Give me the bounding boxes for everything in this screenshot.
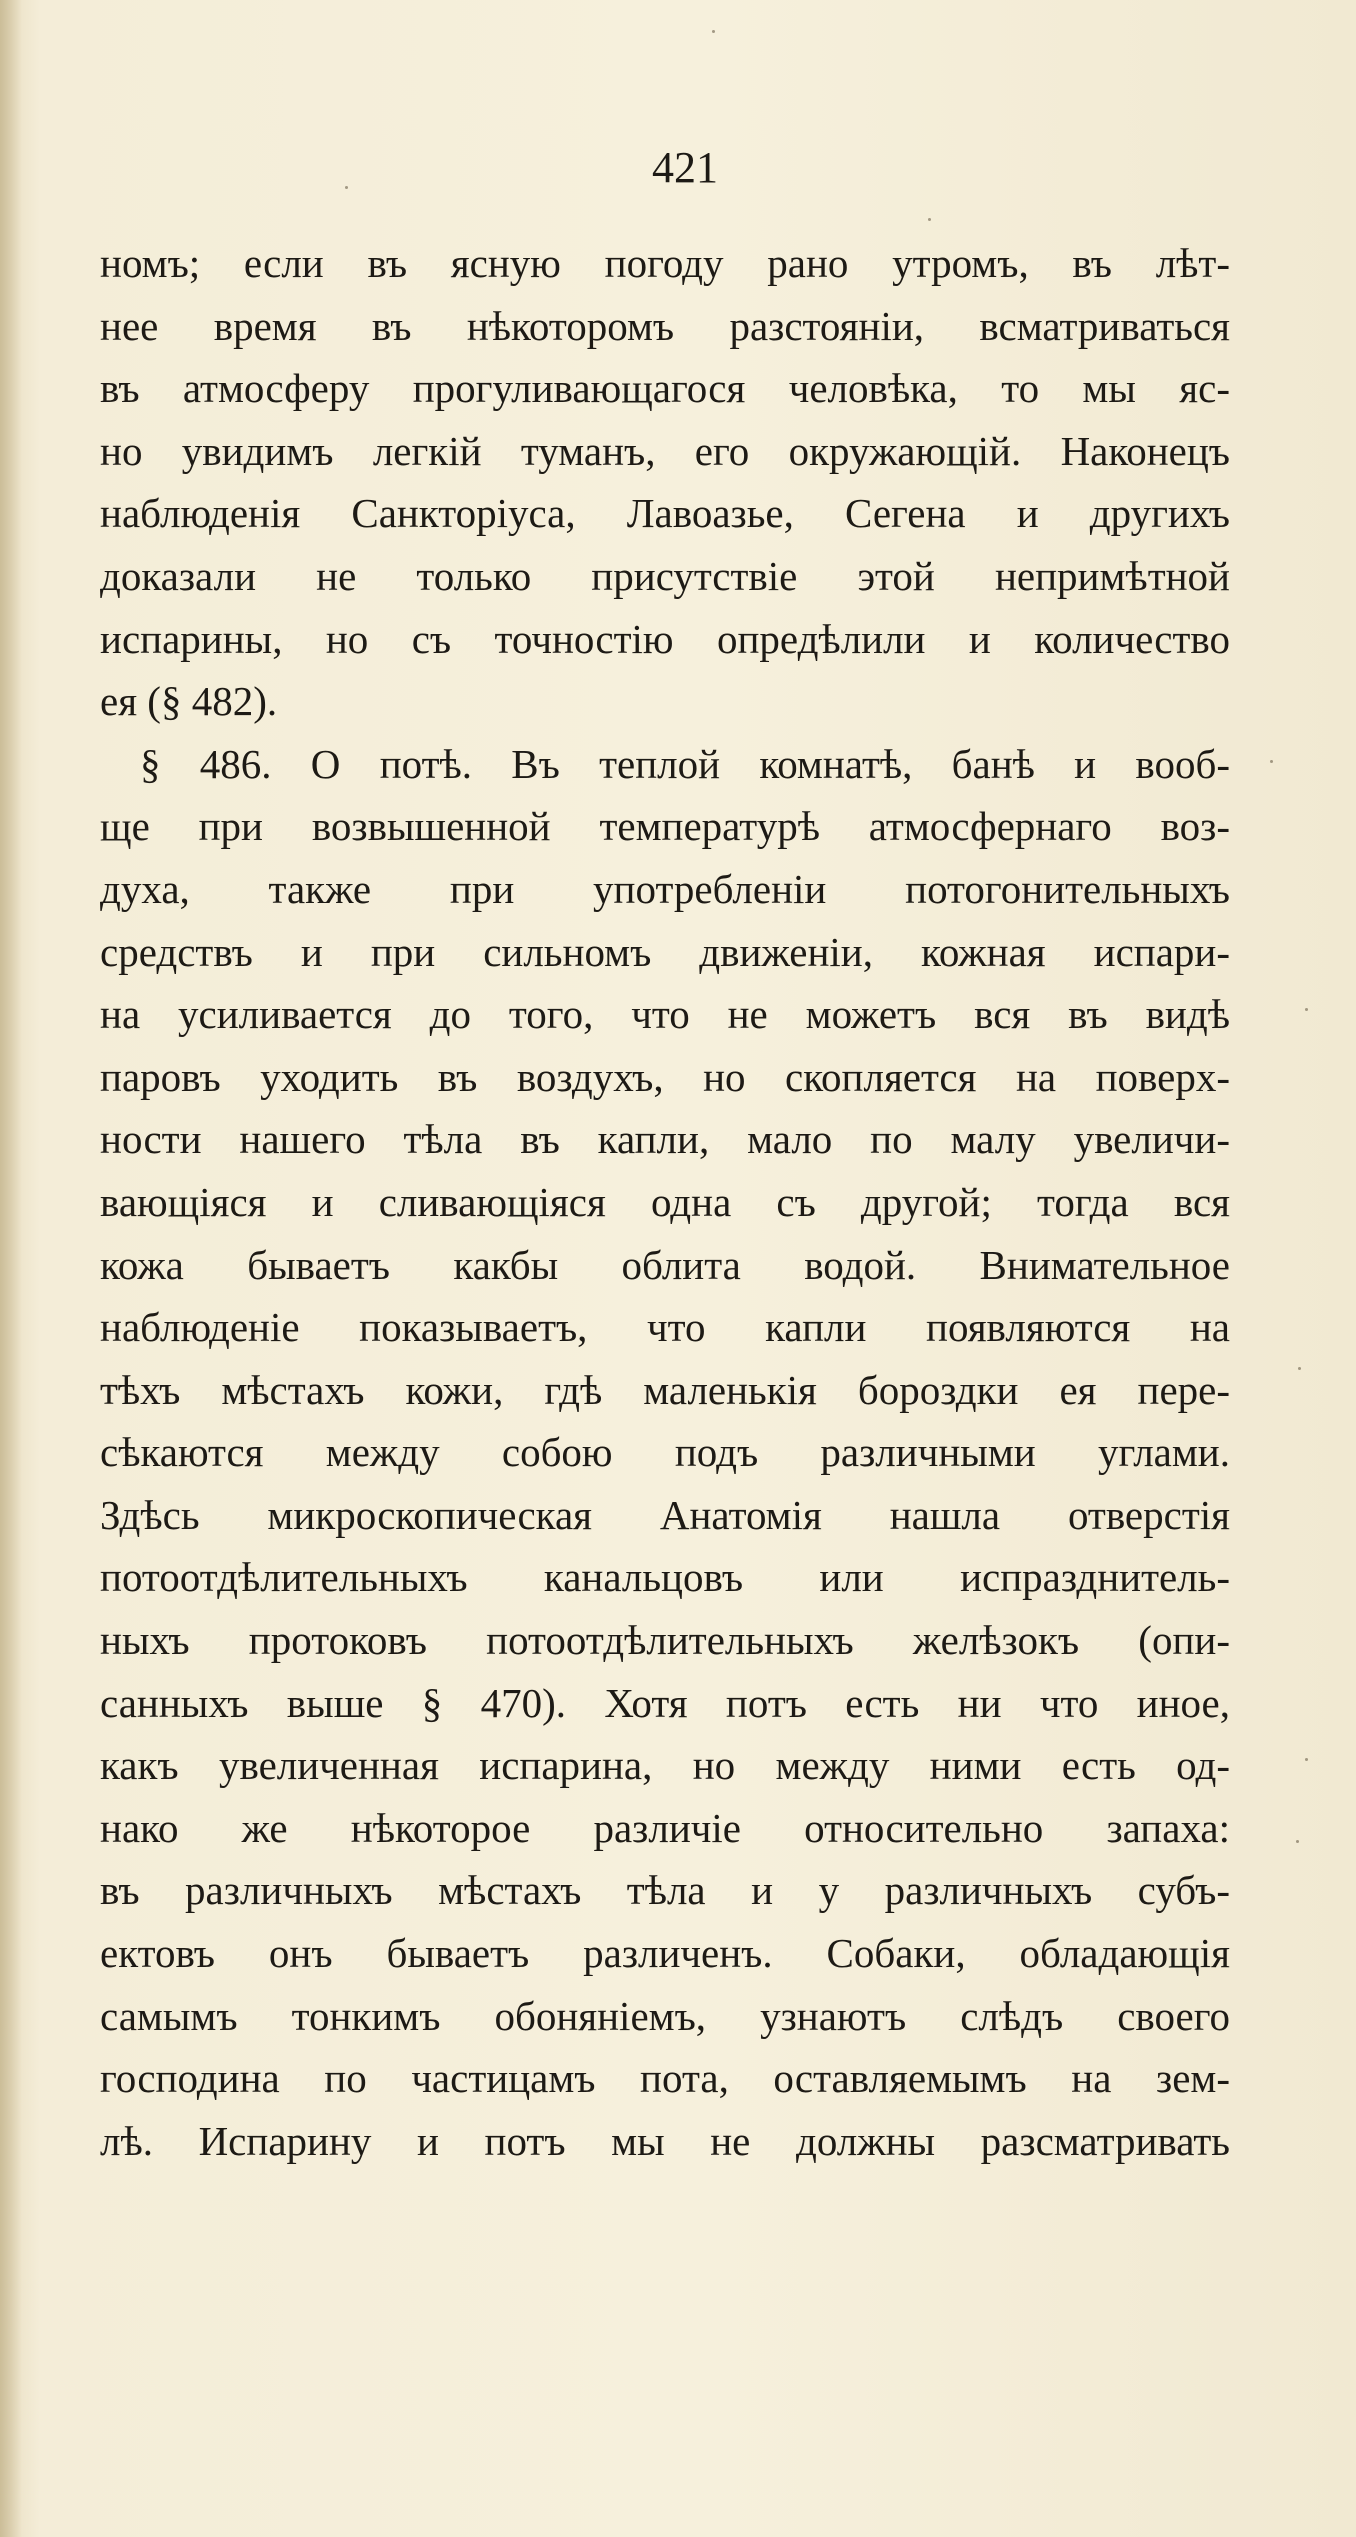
text-line: но увидимъ легкій туманъ, его окружающій. Наконецъ <box>100 427 1230 474</box>
text-line: лѣ. Испарину и потъ мы не должны разсматривать <box>100 2117 1230 2164</box>
text-line: тѣхъ мѣстахъ кожи, гдѣ маленькія бороздки ея пере- <box>100 1366 1230 1413</box>
section-heading-line: § 486. О потѣ. Въ теплой комнатѣ, банѣ и вооб- <box>140 740 1230 787</box>
print-speck <box>928 218 931 221</box>
text-line: наблюденія Санкторіуса, Лавоазье, Сегена и другихъ <box>100 490 1230 537</box>
text-line: потоотдѣлительныхъ канальцовъ или испразднитель- <box>100 1554 1230 1601</box>
text-line: средствъ и при сильномъ движеніи, кожная испари- <box>100 928 1230 975</box>
text-line: духа, также при употребленіи потогонительныхъ <box>100 865 1230 912</box>
print-speck <box>345 186 348 189</box>
text-line: сѣкаются между собою подъ различными углами. <box>100 1429 1230 1476</box>
text-line: самымъ тонкимъ обоняніемъ, узнаютъ слѣдъ своего <box>100 1992 1230 2039</box>
text-line: ектовъ онъ бываетъ различенъ. Собаки, обладающія <box>100 1930 1230 1977</box>
text-line: номъ; если въ ясную погоду рано утромъ, въ лѣт- <box>100 240 1230 286</box>
text-line: санныхъ выше § 470). Хотя потъ есть ни что иное, <box>100 1679 1230 1726</box>
text-line: кожа бываетъ какбы облита водой. Внимательное <box>100 1241 1230 1288</box>
print-speck <box>1296 1840 1299 1843</box>
text-line: испарины, но съ точностію опредѣлили и количество <box>100 615 1230 662</box>
body-text <box>100 232 1230 2172</box>
print-speck <box>1298 1367 1301 1370</box>
print-speck <box>1305 1758 1308 1761</box>
text-line: Здѣсь микроскопическая Анатомія нашла отверстія <box>100 1491 1230 1538</box>
text-line: наблюденіе показываетъ, что капли появляются на <box>100 1304 1230 1351</box>
text-line: паровъ уходить въ воздухъ, но скопляется на поверх- <box>100 1053 1230 1100</box>
print-speck <box>712 30 715 33</box>
print-speck <box>1270 760 1273 763</box>
text-line: доказали не только присутствіе этой непримѣтной <box>100 552 1230 599</box>
text-line: нако же нѣкоторое различіе относительно запаха: <box>100 1804 1230 1851</box>
text-line: какъ увеличенная испарина, но между ними есть од- <box>100 1742 1230 1789</box>
text-line: въ различныхъ мѣстахъ тѣла и у различныхъ субъ- <box>100 1867 1230 1914</box>
text-line: ще при возвышенной температурѣ атмосфернаго воз- <box>100 803 1230 850</box>
text-line: ныхъ протоковъ потоотдѣлительныхъ желѣзокъ (опи- <box>100 1617 1230 1664</box>
print-speck <box>1305 1008 1308 1011</box>
text-line: въ атмосферу прогуливающагося человѣка, то мы яс- <box>100 365 1230 412</box>
text-line: на усиливается до того, что не можетъ вся въ видѣ <box>100 991 1230 1038</box>
page-edge-shadow <box>0 0 22 2537</box>
text-line: нее время въ нѣкоторомъ разстояніи, всматриваться <box>100 302 1230 349</box>
page-number: 421 <box>652 143 718 192</box>
text-line: господина по частицамъ пота, оставляемымъ на зем- <box>100 2055 1230 2102</box>
text-line: ности нашего тѣла въ капли, мало по малу увеличи- <box>100 1116 1230 1163</box>
text-line: вающіяся и сливающіяся одна съ другой; тогда вся <box>100 1178 1230 1225</box>
text-line: ея (§ 482). <box>100 678 278 725</box>
